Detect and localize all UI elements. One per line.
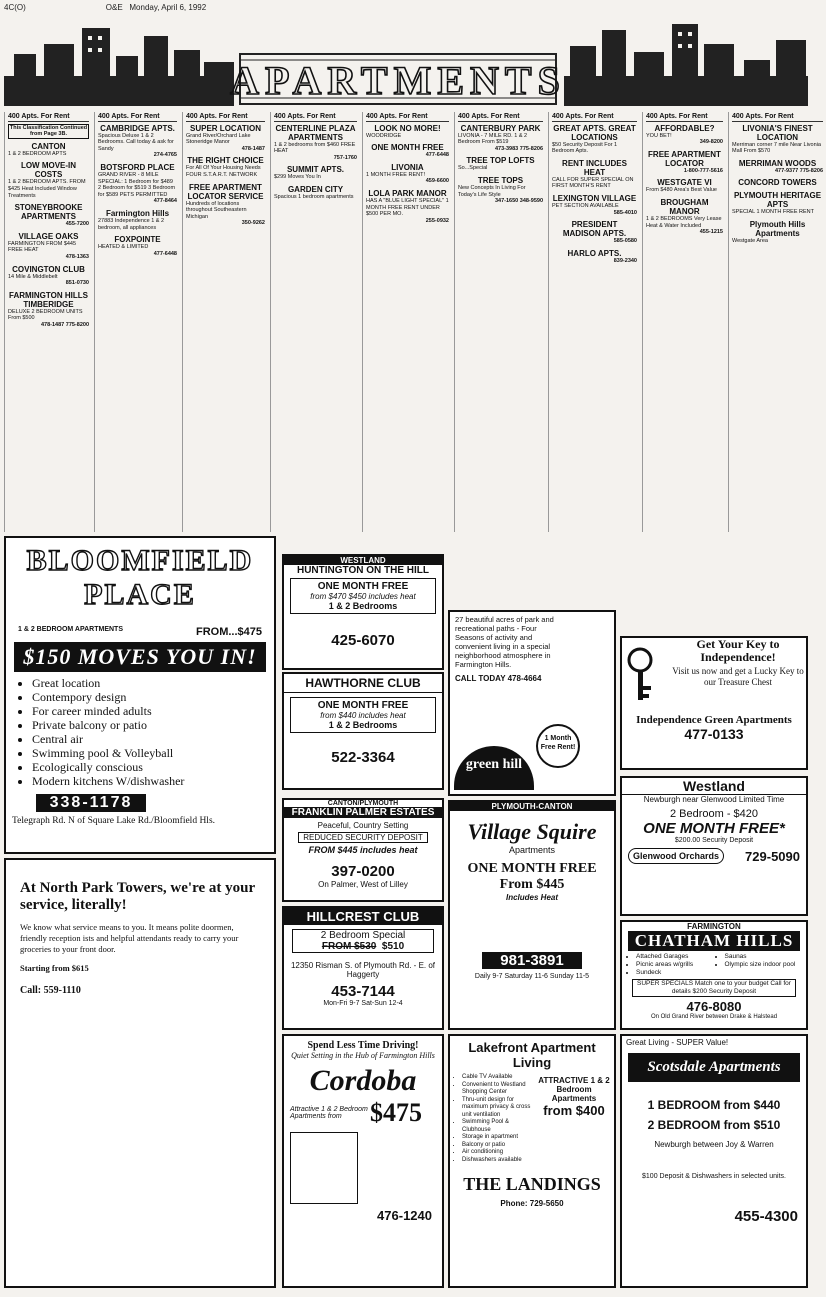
classified-listing — [366, 143, 449, 159]
hillcrest-club-ad — [282, 906, 444, 1030]
listing-phone: 477-9377 775-8206 — [774, 167, 823, 174]
village-squire-ad — [448, 800, 616, 1030]
classified-listing — [8, 265, 89, 287]
franklin-address: On Palmer, West of Lilley — [318, 880, 408, 889]
list-item: • Balcony or patio — [462, 1142, 534, 1150]
listing-text: Merriman corner 7 mile Near Livonia Mall From $570 — [732, 141, 821, 155]
village-squire-hours: Daily 9-7 Saturday 11-6 Sunday 11-5 — [474, 973, 590, 980]
independence-headline: Get Your Key to Independence! — [696, 637, 780, 664]
section-heading: 400 Apts. For Rent — [98, 114, 177, 122]
green-hill-call: CALL TODAY 478-4664 — [455, 674, 542, 683]
hillcrest-address: 12350 Risman S. of Plymouth Rd. - E. of Haggerty — [290, 961, 436, 979]
hillcrest-phone: 453-7144 — [331, 983, 395, 1000]
classified-column — [548, 112, 640, 532]
cordoba-map — [290, 1132, 358, 1204]
landings-phone: Phone: 729-5650 — [500, 1199, 564, 1208]
listing-phone: 477-6448 — [153, 250, 177, 257]
cordoba-headline: Spend Less Time Driving! — [307, 1040, 419, 1051]
listing-title: LOW MOVE-IN COSTS — [20, 161, 77, 180]
listing-text: SPECIAL 1 MONTH FREE RENT — [732, 209, 815, 216]
classified-listing — [8, 142, 89, 158]
classified-column — [270, 112, 360, 532]
franklin-deposit: REDUCED SECURITY DEPOSIT — [298, 832, 428, 843]
key-icon — [626, 646, 666, 706]
listing-title: Farmington Hills — [105, 208, 170, 218]
the-landings-ad — [448, 1034, 616, 1288]
listing-title: HARLO APTS. — [567, 248, 622, 258]
listing-phone: 851-0730 — [65, 280, 89, 287]
classified-listing — [552, 220, 637, 245]
listing-title: ONE MONTH FREE — [371, 143, 444, 153]
hawthorne-club-ad — [282, 672, 444, 790]
listing-title: CAMBRIDGE APTS. — [100, 123, 175, 133]
village-squire-name: Village Squire — [467, 819, 597, 844]
hillcrest-price-new: $510 — [381, 941, 405, 952]
scotsdale-name: Scotsdale Apartments — [628, 1053, 800, 1082]
listing-text: Grand River/Orchard Lake Stoneridge Manor — [186, 132, 251, 146]
village-squire-price: From $445 — [499, 877, 565, 892]
listing-text: YOU BET! — [646, 132, 672, 139]
listing-text: HAS A "BLUE LIGHT SPECIAL" 1 MONTH FREE RENT UNDER $500 PER MO. — [366, 197, 449, 218]
listing-phone: 459-6600 — [425, 178, 449, 185]
listing-text: PET SECTION AVAILABLE — [552, 202, 619, 209]
list-item: • Contempory design — [32, 690, 274, 704]
independence-name: Independence Green Apartments — [636, 714, 792, 726]
page-number: 4C(O) — [4, 3, 26, 12]
classified-column — [362, 112, 452, 532]
listing-title: VILLAGE OAKS — [18, 231, 79, 241]
paper-name: O&E — [105, 3, 123, 12]
scotsdale-tag: Great Living - SUPER Value! — [626, 1038, 729, 1047]
listing-title: FOXPOINTE — [114, 235, 161, 245]
listing-phone: 585-0580 — [613, 238, 637, 245]
listing-title: SUPER LOCATION — [190, 123, 261, 133]
list-item: • Attached Garages — [636, 953, 718, 961]
village-squire-phone: 981-3891 — [482, 952, 582, 969]
listing-phone: 478-1487 775-8200 — [40, 321, 89, 328]
classified-listing — [458, 156, 543, 172]
listing-text: WOODRIDGE — [366, 132, 402, 139]
page-date: Monday, April 6, 1992 — [129, 3, 207, 12]
bloomfield-place-ad — [4, 536, 276, 854]
list-item: • Air conditioning — [462, 1149, 534, 1157]
list-item: • Storage in apartment — [462, 1134, 534, 1142]
section-heading: 400 Apts. For Rent — [646, 114, 723, 122]
village-squire-sub: Apartments — [508, 845, 556, 855]
franklin-price: FROM $445 includes heat — [308, 845, 418, 855]
list-item: • For career minded adults — [32, 704, 274, 718]
classified-listing — [274, 185, 357, 201]
classified-listing — [646, 150, 723, 175]
listing-text: CALL FOR SUPER SPECIAL ON FIRST MONTH'S RENT — [552, 176, 634, 190]
list-item: • Saunas — [725, 953, 807, 961]
scotsdale-two: 2 BEDROOM from $510 — [647, 1118, 781, 1132]
listing-text: New Concepts In Living For Today's Life Style — [458, 184, 526, 198]
banner-title: APARTMENTS — [230, 58, 566, 103]
classified-listing — [646, 124, 723, 146]
listing-title: PRESIDENT MADISON APTS. — [562, 220, 627, 239]
classified-column — [94, 112, 180, 532]
listing-text: 14 Mile & Middlebelt — [8, 273, 58, 280]
bloomfield-price: FROM...$475 — [195, 626, 262, 638]
chatham-badge: FARMINGTON — [687, 922, 741, 931]
chatham-feature-list — [622, 953, 806, 977]
listing-title: LIVONIA'S FINEST LOCATION — [742, 123, 813, 142]
listing-title: PLYMOUTH HERITAGE APTS — [733, 191, 822, 210]
listing-text: GRAND RIVER - 8 MILE SPECIAL: 1 Bedroom for $489 2 Bedroom for $519 3 Bedroom for $589 PETS PERMITTED — [98, 171, 176, 198]
list-item: • Ecologically conscious — [32, 760, 274, 774]
classified-listing — [366, 163, 449, 185]
listing-title: STONEYBROOKE APARTMENTS — [14, 203, 83, 222]
classified-listing — [8, 161, 89, 199]
classified-column — [454, 112, 546, 532]
huntington-phone: 425-6070 — [331, 632, 395, 649]
glenwood-orchards-ad — [620, 776, 808, 916]
north-park-headline: At North Park Towers, we're at your service, literally! — [20, 880, 255, 913]
listing-title: GARDEN CITY — [287, 184, 344, 194]
village-squire-offer: ONE MONTH FREE — [467, 861, 597, 876]
huntington-badge: WESTLAND — [284, 556, 442, 565]
listing-text: DELUXE 2 BEDROOM UNITS From $500 — [8, 308, 83, 322]
hillcrest-price-old: FROM $530 — [321, 941, 377, 952]
hawthorne-phone: 522-3364 — [331, 749, 395, 766]
landings-name: THE LANDINGS — [463, 1174, 601, 1194]
list-item: • Convenient to Westland Shopping Center — [462, 1082, 534, 1097]
listing-title: CANTERBURY PARK — [460, 123, 541, 133]
section-heading: 400 Apts. For Rent — [186, 114, 265, 122]
listing-title: MERRIMAN WOODS — [738, 158, 817, 168]
listing-text: Westgate Area — [732, 237, 768, 244]
listing-title: LIVONIA — [391, 162, 424, 172]
bloomfield-name-bottom: PLACE — [84, 578, 196, 611]
classified-listing — [8, 232, 89, 261]
hillcrest-title: HILLCREST CLUB — [284, 908, 442, 925]
huntington-offer: ONE MONTH FREE — [317, 581, 409, 592]
glenwood-badge: Westland — [622, 778, 806, 795]
hillcrest-hours: Mon-Fri 9-7 Sat-Sun 12-4 — [323, 1000, 403, 1007]
list-item: • Sundeck — [636, 969, 718, 977]
listing-text: For All Of Your Housing Needs FOUR S.T.A.R.T. NETWORK — [186, 165, 261, 178]
north-park-towers-ad — [4, 858, 276, 1288]
franklin-title: FRANKLIN PALMER ESTATES — [284, 807, 442, 818]
landings-price: from $400 — [543, 1103, 605, 1118]
listing-title: COVINGTON CLUB — [12, 264, 85, 274]
green-hill-logo: green hill — [454, 746, 534, 790]
listing-title: TREE TOP LOFTS — [466, 156, 535, 166]
listing-text: 1 & 2 BEDROOM APTS. FROM $425 Heat Included Window Treatments — [8, 179, 86, 199]
listing-text: Spacious 1 bedroom apartments — [274, 193, 354, 200]
bloomfield-name-top: BLOOMFIELD — [26, 544, 254, 577]
independence-body: Visit us now and get a Lucky Key to our Treasure Chest — [672, 666, 804, 687]
list-item: • Modern kitchens W/dishwasher — [32, 774, 274, 788]
glenwood-line: Newburgh near Glenwood Limited Time — [643, 795, 785, 804]
list-item: • Central air — [32, 732, 274, 746]
list-item: • Great location — [32, 676, 274, 690]
huntington-title: HUNTINGTON ON THE HILL — [296, 565, 430, 576]
listing-phone: 839-2340 — [613, 257, 637, 264]
glenwood-price: 2 Bedroom - $420 — [669, 808, 759, 820]
glenwood-phone: 729-5090 — [745, 848, 800, 864]
listing-text: Spacious Deluxe 1 & 2 Bedrooms. Call today & ask for Sandy — [98, 132, 174, 152]
section-heading: 400 Apts. For Rent — [552, 114, 637, 122]
listing-phone: 478-1487 — [241, 145, 265, 152]
listing-phone: 1-800-777-5616 — [683, 167, 723, 174]
section-heading: 400 Apts. For Rent — [732, 114, 823, 122]
listing-title: FARMINGTON HILLS TIMBERIDGE — [9, 290, 88, 309]
hawthorne-offer-line: from $440 includes heat — [320, 711, 406, 720]
hawthorne-title: HAWTHORNE CLUB — [284, 674, 442, 693]
apartments-banner — [4, 16, 808, 108]
chatham-hills-ad — [620, 920, 808, 1030]
village-squire-badge: PLYMOUTH-CANTON — [450, 802, 614, 811]
classified-listing — [186, 183, 265, 227]
landings-tag: ATTRACTIVE 1 & 2 Bedroom Apartments — [538, 1076, 610, 1103]
chatham-title: CHATHAM HILLS — [628, 931, 800, 951]
green-hill-text: 27 beautiful acres of park and recreational paths - Four Seasons of activity and convenient living in a special neighborhood atmosphere in Farmington Hills. — [455, 615, 554, 669]
classified-listing — [552, 249, 637, 265]
classified-listing — [458, 176, 543, 205]
north-park-call: Call: 559-1110 — [20, 985, 81, 996]
listing-title: CONCORD TOWERS — [738, 178, 817, 188]
huntington-units: 1 & 2 Bedrooms — [328, 601, 398, 611]
classified-listing — [732, 178, 823, 187]
listing-title: WESTGATE VI — [657, 178, 712, 188]
listing-title: FREE APARTMENT LOCATOR SERVICE — [187, 182, 264, 201]
north-park-body: We know what service means to you. It means polite doormen, friendly reception ists and helpful attendants ready to carry your groceries to your front door. — [20, 922, 239, 954]
listing-text: HEATED & LIMITED — [98, 244, 149, 251]
classified-listing — [366, 124, 449, 140]
classified-listing — [646, 198, 723, 236]
classified-column — [728, 112, 826, 532]
listing-text: $50 Security Deposit For 1 Bedroom Apts. — [552, 141, 618, 155]
listing-title: GREAT APTS. GREAT LOCATIONS — [553, 123, 636, 142]
page-header — [0, 0, 812, 14]
landings-feature-list — [450, 1074, 534, 1164]
independence-green-ad — [620, 636, 808, 770]
hillcrest-special: 2 Bedroom Special — [320, 930, 406, 941]
listing-text: From $480 Area's Best Value — [646, 187, 717, 194]
bloomfield-promo: $150 MOVES YOU IN! — [14, 642, 266, 672]
listing-text: LIVONIA - 7 MILE RD. 1 & 2 Bedroom From $519 — [458, 132, 528, 146]
listing-title: LEXINGTON VILLAGE — [552, 193, 637, 203]
scotsdale-deposit: $100 Deposit & Dishwashers in selected units. — [642, 1173, 786, 1180]
bloomfield-address: Telegraph Rd. N of Square Lake Rd./Bloomfield Hls. — [12, 816, 216, 826]
village-squire-includes: Includes Heat — [505, 893, 558, 902]
list-item: • Dishwashers available — [462, 1157, 534, 1165]
cordoba-price: $475 — [370, 1098, 422, 1127]
listing-title: BROUGHAM MANOR — [660, 197, 709, 216]
classified-listing — [98, 124, 177, 159]
green-hill-badge: 1 Month Free Rent! — [536, 724, 580, 768]
section-heading: 400 Apts. For Rent — [8, 114, 89, 122]
cordoba-name: Cordoba — [309, 1064, 417, 1097]
bloomfield-sub: 1 & 2 BEDROOM APARTMENTS — [18, 626, 124, 633]
list-item: • Private balcony or patio — [32, 718, 274, 732]
listing-phone: 585-4010 — [613, 209, 637, 216]
section-heading: 400 Apts. For Rent — [274, 114, 357, 122]
list-item: • Olympic size indoor pool — [725, 961, 807, 969]
classified-listing — [98, 235, 177, 257]
listing-title: THE RIGHT CHOICE — [187, 156, 264, 166]
listing-text: 1 & 2 BEDROOMS Very Lease Heat & Water Included — [646, 215, 722, 229]
listing-phone: 478-1363 — [65, 253, 89, 260]
cordoba-phone: 476-1240 — [377, 1208, 432, 1223]
list-item: • Picnic areas w/grills — [636, 961, 718, 969]
classified-listing — [732, 159, 823, 175]
classified-listing — [646, 178, 723, 194]
classified-listing — [98, 163, 177, 205]
list-item: • Thru-unit design for maximum privacy & cross unit ventilation — [462, 1097, 534, 1120]
listing-phone: 473-3983 775-8206 — [494, 145, 543, 152]
listing-text: 27883 Independence 1 & 2 bedroom, all appliances — [98, 217, 165, 231]
listing-title: RENT INCLUDES HEAT — [562, 158, 627, 177]
listing-title: LOOK NO MORE! — [374, 123, 441, 133]
listing-title: FREE APARTMENT LOCATOR — [648, 149, 721, 168]
classified-listing — [274, 124, 357, 162]
scotsdale-location: Newburgh between Joy & Warren — [654, 1140, 774, 1149]
bloomfield-phone: 338-1178 — [36, 794, 146, 812]
listing-title: TREE TOPS — [477, 175, 524, 185]
franklin-phone: 397-0200 — [331, 863, 395, 880]
north-park-rent: Starting from $615 — [20, 963, 89, 973]
listing-phone: 757-1760 — [333, 154, 357, 161]
classified-listing — [186, 124, 265, 153]
classified-column — [4, 112, 92, 532]
franklin-badge: CANTON/PLYMOUTH — [327, 800, 399, 807]
listing-phone: 274-4765 — [153, 152, 177, 159]
listing-title: CANTON — [31, 141, 66, 151]
listing-text: 1 MONTH FREE RENT! — [366, 171, 425, 178]
huntington-offer-line: from $470 $450 includes heat — [310, 592, 416, 601]
hawthorne-offer: ONE MONTH FREE — [317, 700, 409, 711]
scotsdale-one: 1 BEDROOM from $440 — [647, 1098, 781, 1112]
classified-listing — [732, 124, 823, 155]
independence-phone: 477-0133 — [684, 726, 744, 742]
hawthorne-units: 1 & 2 Bedrooms — [328, 720, 398, 730]
classified-listing — [274, 165, 357, 181]
classified-listing — [552, 194, 637, 216]
section-heading: 400 Apts. For Rent — [366, 114, 449, 122]
listing-title: CENTERLINE PLAZA APARTMENTS — [275, 123, 356, 142]
listing-title: LOLA PARK MANOR — [368, 188, 447, 198]
classified-listing — [732, 191, 823, 216]
scotsdale-phone: 455-4300 — [734, 1208, 798, 1225]
listing-phone: 349-8200 — [699, 139, 723, 146]
huntington-on-the-hill-ad — [282, 554, 444, 670]
listing-text: FARMINGTON FROM $445 FREE HEAT — [8, 240, 77, 254]
listing-phone: 477-8464 — [153, 198, 177, 205]
franklin-palmer-estates-ad — [282, 798, 444, 902]
listing-phone: 455-1215 — [699, 229, 723, 236]
classified-column — [642, 112, 726, 532]
cordoba-line: Attractive 1 & 2 Bedroom Apartments from — [290, 1106, 368, 1120]
green-hill-ad — [448, 610, 616, 796]
chatham-address: On Old Grand River between Drake & Halstead — [650, 1014, 778, 1020]
classified-listing — [732, 220, 823, 245]
cordoba-sub: Quiet Setting in the Hub of Farmington Hills — [291, 1051, 435, 1060]
listing-title: BOTSFORD PLACE — [100, 162, 175, 172]
chatham-phone: 476-8080 — [686, 999, 742, 1014]
list-item: • Swimming Pool & Clubhouse — [462, 1119, 534, 1134]
listing-text: Hundreds of locations throughout Southeastern Michigan — [186, 200, 247, 220]
classified-column — [182, 112, 268, 532]
glenwood-deposit: $200.00 Security Deposit — [674, 837, 754, 844]
listing-title: AFFORDABLE? — [654, 123, 715, 133]
glenwood-name: Glenwood Orchards — [628, 848, 724, 864]
listing-phone: 347-1650 348-9590 — [494, 198, 543, 205]
section-heading: 400 Apts. For Rent — [458, 114, 543, 122]
list-item: • Swimming pool & Volleyball — [32, 746, 274, 760]
chatham-special: SUPER SPECIALS Match one to your budget Call for details $200 Security Deposit — [632, 979, 796, 997]
listing-text: 1 & 2 bedrooms from $460 FREE HEAT — [274, 141, 356, 155]
classified-listing — [8, 203, 89, 228]
listing-title: SUMMIT APTS. — [286, 165, 345, 175]
scotsdale-apartments-ad — [620, 1034, 808, 1288]
classified-listing — [366, 189, 449, 224]
glenwood-offer: ONE MONTH FREE* — [643, 820, 785, 837]
classified-listing — [552, 124, 637, 155]
classified-listing — [8, 291, 89, 329]
classified-listing — [186, 156, 265, 178]
franklin-tag: Peaceful, Country Setting — [317, 821, 409, 830]
classified-listing — [552, 159, 637, 190]
listing-title: Plymouth Hills Apartments — [749, 219, 806, 238]
listing-phone: 255-0932 — [425, 217, 449, 224]
listing-text: $299 Moves You In — [274, 174, 321, 181]
classified-listing — [458, 124, 543, 153]
listing-phone: 477-6448 — [425, 152, 449, 159]
listing-text: 1 & 2 BEDROOM APTS — [8, 150, 67, 157]
landings-headline: Lakefront Apartment Living — [468, 1040, 596, 1070]
listing-phone: 350-9262 — [241, 220, 265, 227]
listing-text: So...Special — [458, 165, 488, 172]
continued-notice: This Classification Continued from Page 3B. — [9, 124, 88, 138]
list-item: • Cable TV Available — [462, 1074, 534, 1082]
listing-phone: 455-7200 — [65, 221, 89, 228]
bloomfield-feature-list — [32, 676, 274, 788]
cordoba-ad — [282, 1034, 444, 1288]
classified-listing — [98, 209, 177, 231]
